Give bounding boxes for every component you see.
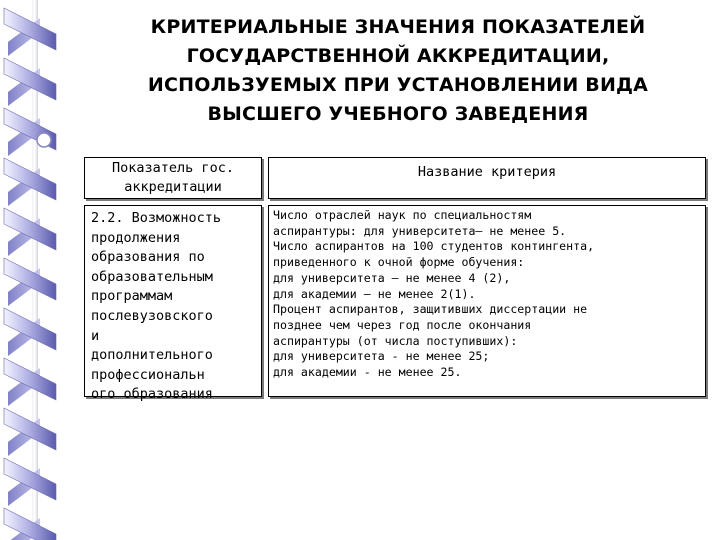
header-indicator-line: аккредитации <box>124 179 222 195</box>
spiral-ribbon-decoration <box>0 0 80 540</box>
criterion-line: аспирантуры (от числа поступивших): <box>273 333 518 348</box>
header-criterion <box>268 157 706 199</box>
title-line: ИСПОЛЬЗУЕМЫХ ПРИ УСТАНОВЛЕНИИ ВИДА <box>147 74 649 96</box>
header-indicator-line: Показатель гос. <box>112 160 234 176</box>
criterion-line: для университета - не менее 25; <box>273 349 490 364</box>
indicator-line: и <box>91 327 100 344</box>
title-line: ГОСУДАРСТВЕННОЙ АККРЕДИТАЦИИ, <box>186 45 610 67</box>
indicator-line: послевузовского <box>91 307 213 324</box>
criterion-line: позднее чем через год после окончания <box>273 317 532 332</box>
indicator-line: образования по <box>91 249 205 266</box>
title-line: КРИТЕРИАЛЬНЫЕ ЗНАЧЕНИЯ ПОКАЗАТЕЛЕЙ <box>150 16 646 38</box>
indicator-line: 2.2. Возможность <box>91 210 222 226</box>
indicator-line: ого образования <box>91 386 213 403</box>
indicator-line: дополнительного <box>91 347 213 364</box>
spiral-knob <box>37 133 51 147</box>
criterion-line: приведенного к очной форме обучения: <box>273 255 525 270</box>
criterion-line: аспирантуры: для университета— не менее 5. <box>273 223 567 238</box>
spiral-ribbon-front <box>4 508 56 540</box>
indicator-line: профессиональн <box>91 366 205 383</box>
criterion-line: Число аспирантов на 100 студентов контингента, <box>273 239 595 254</box>
row-indicator-cell <box>84 205 262 403</box>
title-line: ВЫСШЕГО УЧЕБНОГО ЗАВЕДЕНИЯ <box>207 103 589 125</box>
header-indicator <box>84 157 262 199</box>
indicator-line: программам <box>91 288 173 305</box>
row-criterion-cell <box>268 205 706 397</box>
criterion-line: для академии — не менее 2(1). <box>273 286 476 301</box>
header-criterion-line: Название критерия <box>417 164 557 180</box>
criterion-line: Процент аспирантов, защитивших диссертации не <box>273 302 588 317</box>
criterion-line: для университета — не менее 4 (2), <box>273 270 511 285</box>
criteria-table <box>84 157 706 403</box>
criterion-line: для академии - не менее 25. <box>273 365 462 380</box>
criterion-line: Число отраслей наук по специальностям <box>273 208 532 222</box>
indicator-line: продолжения <box>91 229 181 246</box>
indicator-line: образовательным <box>91 268 213 285</box>
page-title <box>92 13 704 129</box>
